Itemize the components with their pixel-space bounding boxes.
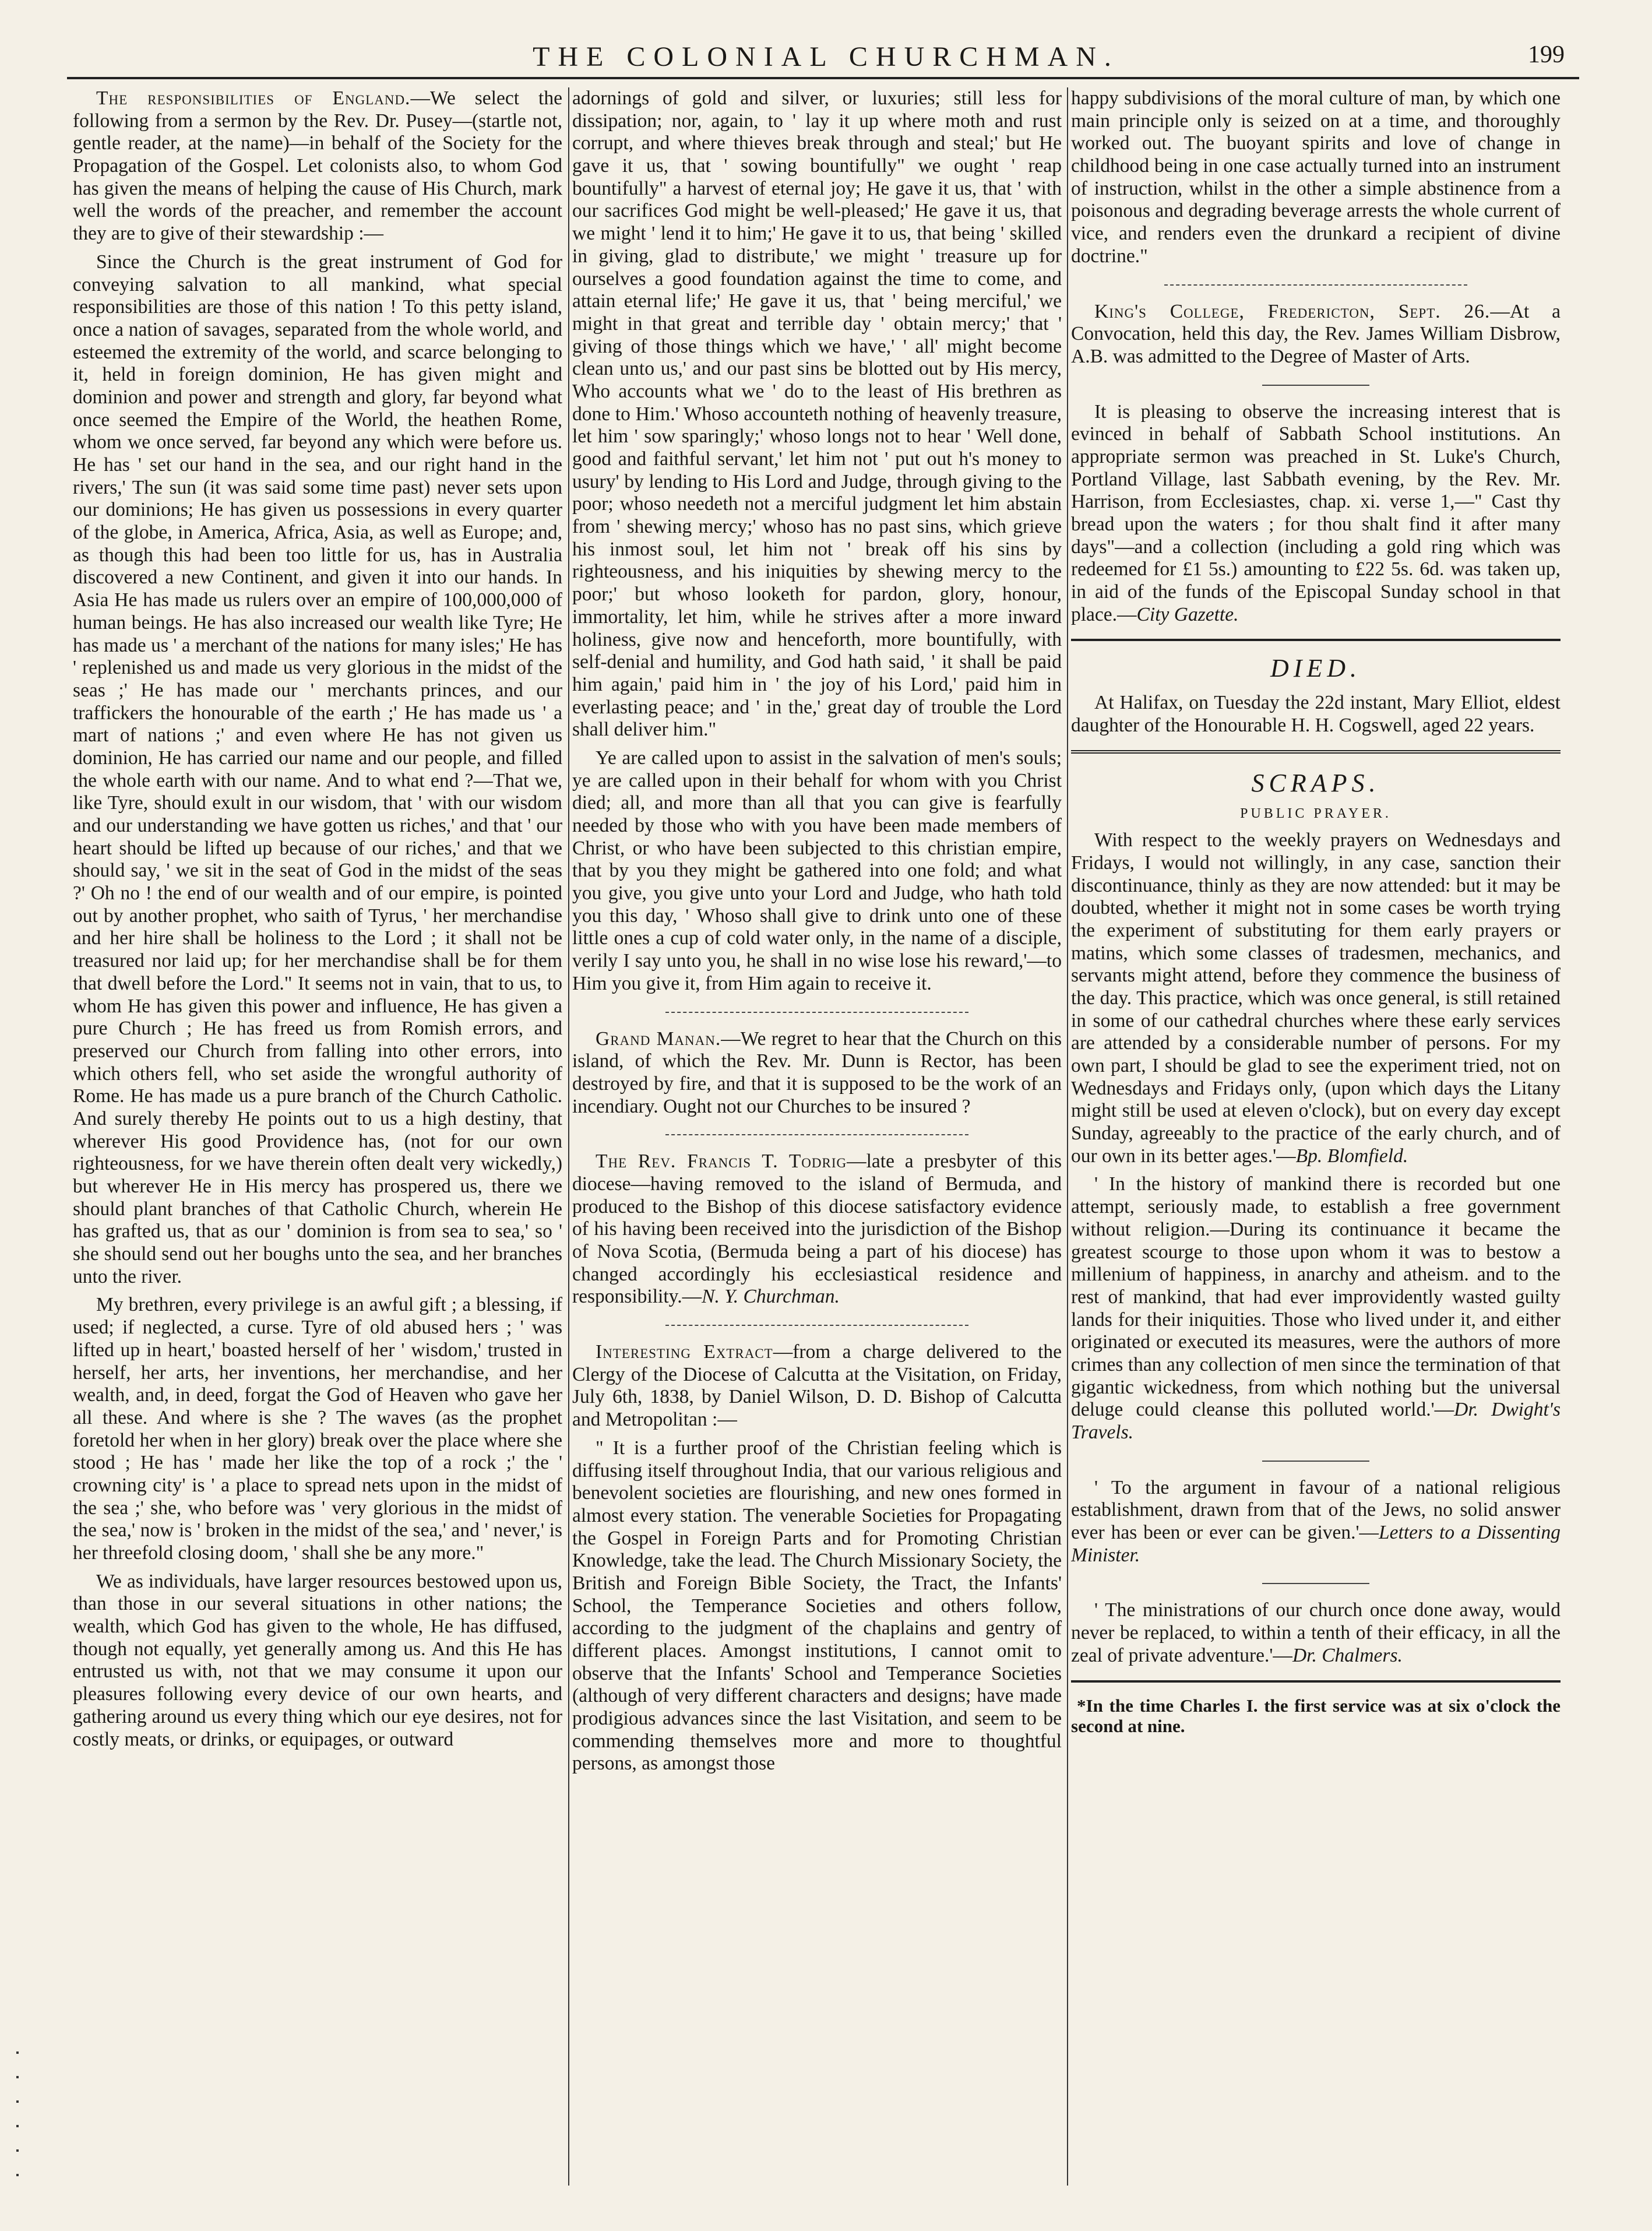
article-lede: Interesting Extract — [596, 1341, 773, 1363]
article-text: —We regret to hear that the Church on this island, of which the Rev. Mr. Dunn is Rector, has been destroyed by fire, and that it is supposed to be the work of an incendiary. Ought not our Churches to be insured ? — [572, 1027, 1062, 1117]
section-separator — [1164, 284, 1468, 286]
section-separator — [1262, 1583, 1370, 1584]
died-heading: DIED. — [1270, 654, 1362, 683]
margin-marks — [12, 2051, 23, 2215]
page-title: THE COLONIAL CHURCHMAN. — [533, 41, 1119, 72]
article-paragraph: adornings of gold and silver, or luxuries; still less for dissipation; nor, again, to ' lay it up where moth and rust corrupt, and where thieves break through and steal;' but He gave it us, that ' sowing bountifully" we ought ' reap bountifully" a harvest of eternal joy; He gave it us, that ' with our sacrifices God might be well-pleased;' He gave it us, that we might ' lend it to him;' He gave it to us, that being ' skilled in giving, glad to distribute,' we might ' treasure up for ourselves a good foundation against the time to come, and attain eternal life;' He gave it us, that ' being merciful,' we might in that great and terrible day ' obtain mercy;' that ' giving of those things which we have,' ' all' might become clean unto us,' and our past sins be blotted out by His mercy, Who accounts what we ' do to the least of His brethren as done to Him.' Whoso accounteth nothing of heavenly treasure, let him ' sow sparingly;' whoso longs not to hear ' Well done, good and faithful servant,' let him not ' put out h's money to usury' by lending to His Lord and Judge, through giving to the poor; whoso needeth not a merciful judgment let him abstain from ' shewing mercy;' whoso has no past sins, which grieve his inmost soul, let him not ' break off his sins by righteousness, and his iniquities by shewing mercy to the poor;' but whoso looketh for pardon, glory, honour, immortality, let him, while he strives after a more inward holiness, give now and henceforth, more bountifully, with self-denial and humility, and God hath said, ' it shall be paid him again,' paid him in ' the joy of his Lord,' paid him in everlasting peace; and ' in the,' great day of trouble the Lord shall deliver him." — [572, 87, 1062, 741]
article-text: —from a charge delivered to the Clergy of the Diocese of Calcutta at the Visitation, on Friday, July 6th, 1838, by Daniel Wilson, D. D. Bishop of Calcutta and Metropolitan :— — [572, 1341, 1062, 1431]
article-paragraph — [1071, 829, 1561, 1167]
article-paragraph: My brethren, every privilege is an awful gift ; a blessing, if used; if neglected, a curse. Tyre of old abused hers ; ' was lifted up in heart,' boasted herself of her ' wisdom,' trusted in herself, her arts, her inventions, her merchandise, and her wealth, and, in deed, forgat the God of Heaven who gave her all these. And where is she ? The waves (as the prophet foretold her when in her glory) break over the place where she stood ; He has ' made her like the top of a rock ;' the ' crowning city' is ' a place to spread nets upon in the midst of the sea ;' she, who before was ' very glorious in the midst of the sea,' now is ' broken in the midst of the sea,' and ' never,' is her threefold closing doom, ' shall she be any more." — [73, 1294, 562, 1564]
article-paragraph: Since the Church is the great instrument of God for conveying salvation to all mankind, what special responsibilities are those of this nation ! To this petty island, once a nation of savages, separated from the whole world, and esteemed the extremity of the world, and scarce belonging to it, held in foreign dominion, He has given might and dominion and power and strength and glory, far beyond what once seemed the Empire of the World, the heathen Rome, whom we once served, far beyond any which were before us. He has ' set our hand in the sea, and our right hand in the rivers,' The sun (it was said some time past) never sets upon our dominions; He has given us possessions in every quarter of the globe, in America, Africa, Asia, as well as Europe; and, as though this had been too little for us, has in Australia discovered a new Continent, and given it into our hands. In Asia He has made us rulers over an empire of 100,000,000 of human beings. He has also increased our wealth like Tyre; He has made us ' a merchant of the nations for many isles;' He has ' replenished us and made us very glorious in the midst of the seas ;' He has made our ' merchants princes, and our traffickers the honourable of the earth ;' He has made us ' a mart of nations ;' and even where He has not given us dominion, He has carried our name and our people, and filled the whole earth with our name. And to what end ?—That we, like Tyre, should exult in our wisdom, that ' with our wisdom and our understanding we have gotten us riches,' and that ' our heart should be lifted up because of our riches,' and that we should say, ' we sit in the seat of God in the midst of the seas ?' Oh no ! the end of our wealth and of our empire, is pointed out by another prophet, who saith of Tyrus, ' her merchandise and her hire shall be holiness to the Lord ; it shall not be treasured nor laid up; for her merchandise shall be for them that dwell before the Lord." It seems not in vain, that to us, to whom He has given this power and influence, He has given a pure Church ; He has freed us from Romish errors, and preserved our Church from falling into other errors, into which others fell, who set aside the wrongful authority of Rome. He has made us a pure branch of the Church Catholic. And surely thereby He points out to us a high destiny, that wherever His good Providence has, (not for our own righteousness, for we have therein often dealt very wickedly,) but wherever He in His mercy has prospered us, there we should plant branches of that Catholic Church, wherein He has grafted us, that as our ' dominion is from sea to sea,' so ' she should send out her boughs unto the sea, and her branches unto the river. — [73, 251, 562, 1287]
section-separator — [1262, 1461, 1370, 1462]
section-rule — [1071, 639, 1561, 641]
source-attribution: Bp. Blomfield. — [1295, 1145, 1408, 1167]
column-divider — [568, 87, 569, 2186]
article-paragraph: " It is a further proof of the Christian feeling which is diffusing itself throughout India, that our various religious and benevolent societies are flourishing, and new ones formed in almost every station. The venerable Societies for Propagating the Gospel in Foreign Parts and for Promoting Christian Knowledge, take the lead. The Church Missionary Society, the British and Foreign Bible Society, the Tract, the Infants' School, the Temperance Societies and others follow, according to the judgment of the chaplains and gentry of different places. Amongst institutions, I cannot omit to observe that the Infants' School and Temperance Societies (although of very different characters and designs; have made prodigious advances since the last Visitation, and seem to be commending themselves more and more to thoughtful persons, as amongst those — [572, 1437, 1062, 1775]
section-rule — [1071, 750, 1561, 756]
section-separator — [665, 1325, 969, 1326]
article-lede: King's College, Fredericton, Sept. 26. — [1094, 300, 1491, 322]
article-paragraph — [73, 87, 562, 245]
source-attribution: N. Y. Churchman. — [702, 1286, 840, 1308]
article-paragraph — [1071, 1173, 1561, 1444]
masthead — [0, 41, 1652, 76]
column-divider — [1067, 87, 1068, 2186]
article-text: ' In the history of mankind there is recorded but one attempt, seriously made, to establish a free government without religion.—During its continuance it became the greatest scourge to those upon whom it was to bestow a millenium of happiness, in anarchy and atheism. and to the rest of mankind, that had ever improvidently wasted guilty lands for their iniquities. Those who lived under it, and either originated or executed its measures, were the authors of more crimes than any collection of men since the termination of that gigantic wickedness, from which nothing but the universal deluge could cleanse this polluted world.'— — [1071, 1173, 1561, 1421]
column-right — [1071, 87, 1561, 2186]
article-lede: Grand Manan. — [596, 1027, 721, 1050]
article-text: It is pleasing to observe the increasing interest that is evinced in behalf of Sabbath School institutions. An appropriate sermon was preached in St. Luke's Church, Portland Village, last Sabbath evening, by the Rev. Mr. Harrison, from Ecclesiastes, chap. xi. verse 1,—" Cast thy bread upon the waters ; for thou shalt find it after many days"—and a collection (including a gold ring which was redeemed for £1 5s.) amounting to £22 5s. 6d. was taken up, in aid of the funds of the Episcopal Sunday school in that place.— — [1071, 400, 1561, 625]
section-separator — [665, 1012, 969, 1013]
article-lede: The responsibilities of England. — [96, 87, 411, 109]
section-rule — [1071, 1680, 1561, 1683]
source-attribution: City Gazette. — [1136, 603, 1239, 625]
article-paragraph: happy subdivisions of the moral culture of man, by which one main principle only is seized on at a time, and thoroughly worked out. The buoyant spirits and love of change in childhood being in one case actually turned into an instrument of instruction, whilst in the other a simple abstinence from a poisonous and degrading beverage arrests the whole current of vice, and renders even the drunkard a recipient of divine doctrine." — [1071, 87, 1561, 267]
article-paragraph — [572, 1028, 1062, 1118]
article-lede: The Rev. Francis T. Todrig — [596, 1150, 847, 1173]
column-left — [73, 87, 562, 2186]
column-middle — [572, 87, 1062, 2186]
article-paragraph — [1071, 1599, 1561, 1667]
article-text: —We select the following from a sermon by the Rev. Dr. Pusey—(startle not, gentle reader, at the name)—in behalf of the Society for the Propagation of the Gospel. Let colonists also, to whom God has given the means of helping the cause of His Church, mark well the words of the preacher, and remember the account they are to give of their stewardship :— — [73, 87, 562, 245]
article-paragraph — [1071, 401, 1561, 627]
article-text: ' The ministrations of our church once done away, would never be replaced, to within a tenth of their efficacy, in all the zeal of private adventure.'— — [1071, 1599, 1561, 1666]
article-text: With respect to the weekly prayers on Wednesdays and Fridays, I would not willingly, in any case, sanction their discontinuance, thinly as they are now attended: but it may be doubted, whether it might not in some cases be worth trying the experiment of substituting for them early prayers or matins, which some classes of tradesmen, mechanics, and servants might attend, before they commence the business of the day. This practice, which was once general, is still retained in some of our cathedral churches where these early services are attended by a considerable number of persons. For my own part, I should be glad to see the experiment tried, not on Wednesdays and Fridays only, (upon which days the Litany might still be used at eleven o'clock), but on every day except Sunday, agreeably to the practice of the early church, and of our own in its better ages.'— — [1071, 829, 1561, 1167]
article-paragraph: Ye are called upon to assist in the salvation of men's souls; ye are called upon in their behalf for whom with you Christ died; all, and more than all that you can give is fearfully needed by those who with you have been made members of Christ, or who have been subjected to this christian empire, that by you they might be gathered into one fold; and what you give, you give unto your Lord and Judge, who hath told you this day, ' Whoso shall give to drink unto one of these little ones a cup of cold water only, in the name of a disciple, verily I say unto you, he shall in no wise lose his reward,'—to Him you give it, from Him again to receive it. — [572, 747, 1062, 994]
masthead-rule — [67, 77, 1579, 79]
article-text: —late a presbyter of this diocese—having removed to the island of Bermuda, and produced to the Bishop of this diocese satisfactory evidence of his having been received into the jurisdiction of the Bishop of Nova Scotia, (Bermuda being a part of his diocese) has changed accordingly his ecclesiastical residence and responsibility.— — [572, 1150, 1062, 1308]
source-attribution: Dr. Dwight's Travels. — [1071, 1399, 1561, 1444]
public-prayer-heading: PUBLIC PRAYER. — [1240, 806, 1392, 822]
section-separator — [665, 1134, 969, 1135]
article-text: ' To the argument in favour of a national religious establishment, drawn from that of the Jews, no solid answer ever has been or ever can be given.'— — [1071, 1476, 1561, 1544]
article-paragraph: We as individuals, have larger resources bestowed upon us, than those in our several situations in other nations; the wealth, which God has given to the whole, He has diffused, though not equally, yet generally among us. And this He has entrusted us with, not that we may consume it upon our pleasures following every device of our own hearts, and gathering around us every thing which our eye desires, not for costly meats, or drinks, or equipages, or outward — [73, 1570, 562, 1750]
page-number: 199 — [1528, 41, 1565, 68]
article-paragraph — [572, 1150, 1062, 1308]
scraps-heading: SCRAPS. — [1251, 768, 1380, 797]
section-separator — [1262, 385, 1370, 386]
source-attribution: Letters to a Dissenting Minister. — [1071, 1522, 1561, 1566]
obituary-text: At Halifax, on Tuesday the 22d instant, Mary Elliot, eldest daughter of the Honourable H. H. Cogswell, aged 22 years. — [1071, 692, 1561, 736]
article-paragraph — [572, 1341, 1062, 1431]
footnote: *In the time Charles I. the first service was at six o'clock the second at nine. — [1071, 1695, 1561, 1737]
article-paragraph — [1071, 301, 1561, 368]
article-text: —At a Convocation, held this day, the Rev. James William Disbrow, A.B. was admitted to the Degree of Master of Arts. — [1071, 300, 1561, 367]
article-paragraph — [1071, 1477, 1561, 1567]
source-attribution: Dr. Chalmers. — [1292, 1644, 1403, 1666]
